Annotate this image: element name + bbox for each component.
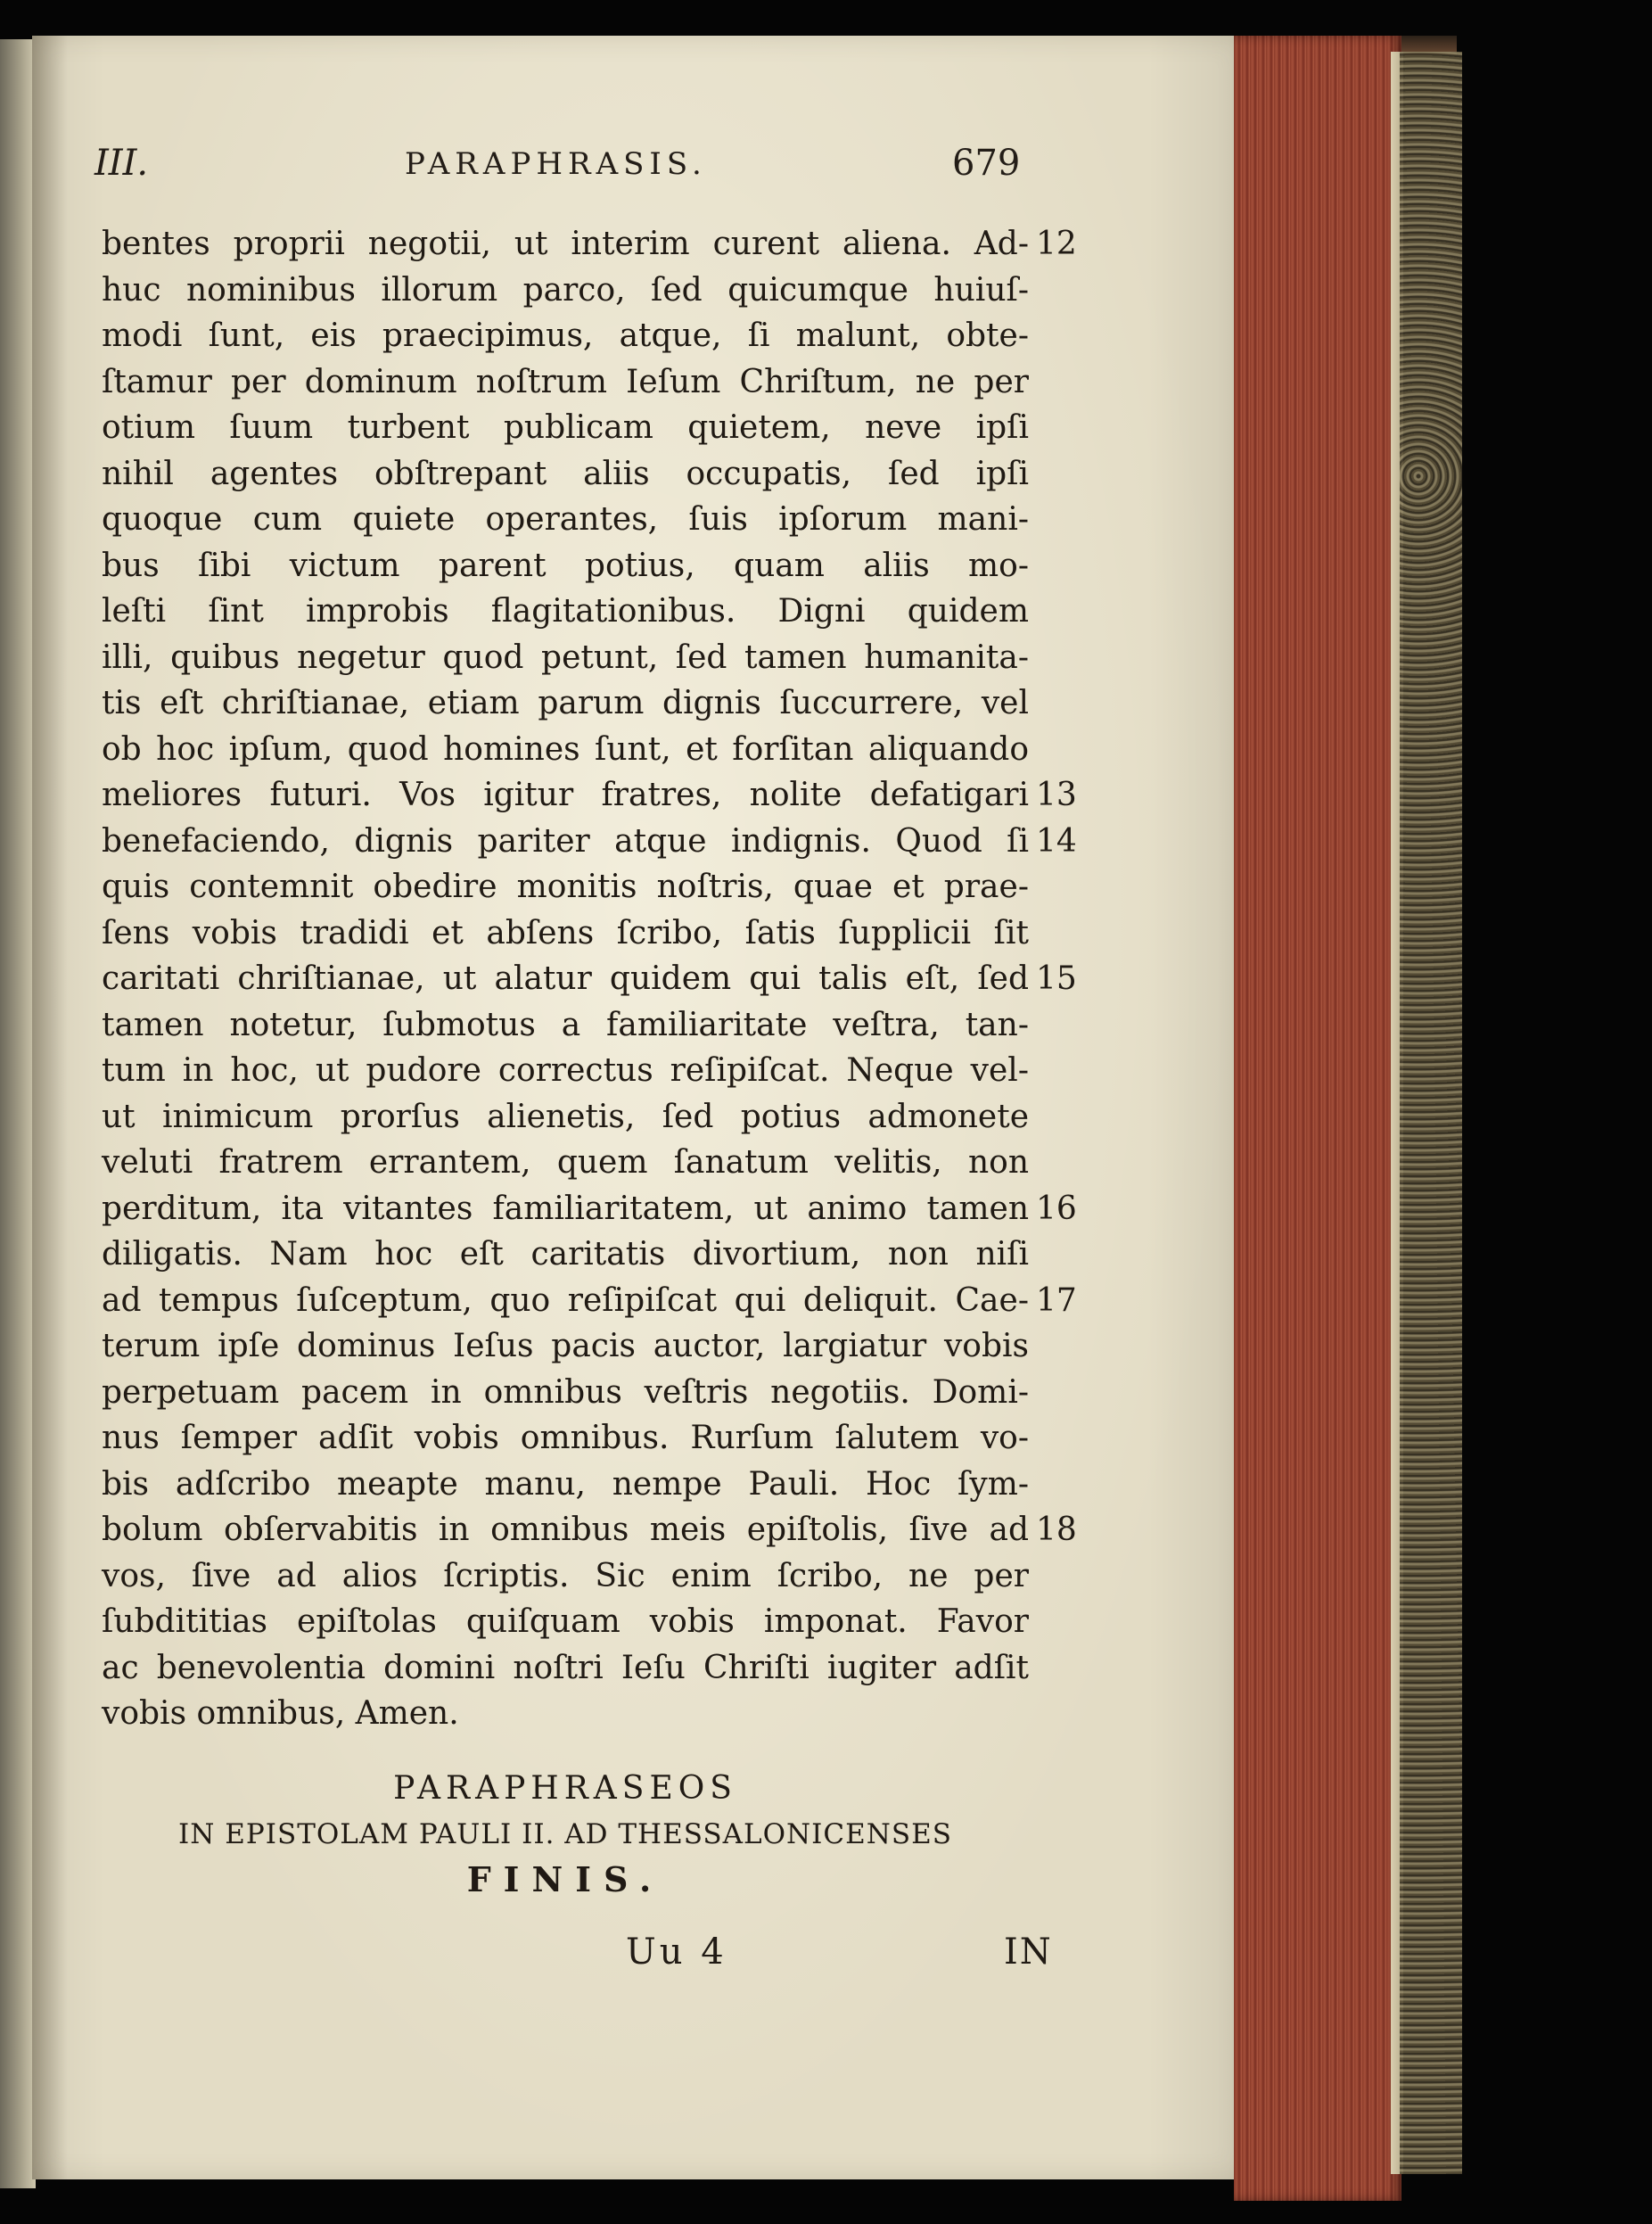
line-text: ac benevolentia domini noſtri Ieſu Chriſti iugiter adſit bbox=[102, 1649, 1029, 1686]
text-line bbox=[102, 1507, 1077, 1553]
line-text: tamen notetur, ſubmotus a familiaritate veſtra, tan- bbox=[102, 1006, 1029, 1043]
text-line bbox=[102, 1094, 1073, 1141]
text-line bbox=[102, 1231, 1073, 1278]
verse-number: 17 bbox=[1036, 1281, 1077, 1319]
text-line bbox=[102, 1323, 1073, 1370]
line-text: bis adſcribo meapte manu, nempe Pauli. Hoc ſym- bbox=[102, 1465, 1029, 1503]
text-line bbox=[102, 589, 1073, 635]
text-line bbox=[102, 1645, 1073, 1692]
gutter-shadow bbox=[32, 36, 68, 2179]
text-line bbox=[102, 864, 1073, 910]
text-line bbox=[102, 451, 1073, 498]
line-text: caritati chriſtianae, ut alatur quidem qui talis eſt, ſed bbox=[102, 960, 1029, 997]
text-line bbox=[102, 1462, 1073, 1508]
line-text: perditum, ita vitantes familiaritatem, ut animo tamen bbox=[102, 1190, 1029, 1227]
text-line bbox=[102, 1140, 1073, 1186]
running-head bbox=[95, 143, 1040, 196]
line-text: veluti fratrem errantem, quem ſanatum velitis, non bbox=[102, 1144, 1029, 1181]
running-title: PARAPHRASIS. bbox=[405, 146, 707, 182]
line-text: vos, ſive ad alios ſcriptis. Sic enim ſcribo, ne per bbox=[102, 1557, 1029, 1594]
line-text: meliores futuri. Vos igitur fratres, nolite defatigari bbox=[102, 777, 1029, 813]
line-text: leſti ſint improbis flagitationibus. Digni quidem bbox=[102, 593, 1029, 630]
line-text: terum ipſe dominus Ieſus pacis auctor, largiatur vobis bbox=[102, 1328, 1029, 1364]
line-text: ſens vobis tradidi et abſens ſcribo, ſatis ſupplicii ſit bbox=[102, 914, 1029, 951]
line-text: tis eſt chriſtianae, etiam parum dignis ſuccurrere, vel bbox=[102, 685, 1029, 721]
verse-number: 13 bbox=[1036, 777, 1077, 813]
text-line bbox=[102, 543, 1073, 589]
colophon bbox=[102, 1766, 1029, 1903]
line-text: tum in hoc, ut pudore correctus reſipiſcat. Neque vel- bbox=[102, 1052, 1029, 1089]
text-line bbox=[102, 956, 1077, 1002]
line-text: perpetuam pacem in omnibus veſtris negotiis. Domi- bbox=[102, 1373, 1029, 1411]
verse-number: 14 bbox=[1036, 822, 1077, 860]
line-text: modi ſunt, eis praecipimus, atque, ſi malunt, obte- bbox=[102, 317, 1029, 354]
line-text: illi, quibus negetur quod petunt, ſed tamen humanita- bbox=[102, 638, 1029, 676]
verse-number: 15 bbox=[1036, 960, 1077, 997]
text-line bbox=[102, 405, 1073, 451]
text-line bbox=[102, 635, 1073, 681]
text-line bbox=[102, 1599, 1073, 1645]
text-line bbox=[102, 497, 1073, 543]
line-text: ob hoc ipſum, quod homines ſunt, et forſitan aliquando bbox=[102, 730, 1029, 768]
marbled-cover-board bbox=[1400, 52, 1462, 2174]
body-text bbox=[102, 221, 1077, 1737]
line-text: huc nominibus illorum parco, ſed quicumque huiuſ- bbox=[102, 271, 1029, 309]
line-text: vobis omnibus, Amen. bbox=[102, 1695, 459, 1732]
line-text: diligatis. Nam hoc eſt caritatis divortium, non niſi bbox=[102, 1236, 1029, 1273]
page-number: 679 bbox=[952, 143, 1021, 184]
colophon-finis: FINIS. bbox=[466, 1859, 664, 1899]
colophon-title: PARAPHRASEOS bbox=[393, 1770, 737, 1807]
text-line bbox=[102, 772, 1077, 819]
text-line bbox=[102, 1186, 1077, 1232]
line-text: ut inimicum prorſus alienetis, ſed potius admonete bbox=[102, 1098, 1029, 1135]
line-text: bentes proprii negotii, ut interim curent aliena. Ad- bbox=[102, 226, 1029, 262]
text-line bbox=[102, 1002, 1073, 1049]
line-text: quoque cum quiete operantes, ſuis ipſorum mani- bbox=[102, 501, 1029, 538]
signature-mark: Uu 4 bbox=[626, 1932, 727, 1973]
verse-number: 18 bbox=[1036, 1511, 1077, 1548]
page-block-edges bbox=[1234, 36, 1401, 2201]
text-line bbox=[102, 1553, 1073, 1600]
text-line bbox=[102, 1370, 1073, 1416]
text-line bbox=[102, 268, 1073, 314]
line-text: benefaciendo, dignis pariter atque indignis. Quod ſi bbox=[102, 822, 1029, 860]
text-line bbox=[102, 1048, 1073, 1094]
page-footer bbox=[102, 1932, 1082, 1985]
catchword: IN bbox=[1004, 1932, 1053, 1973]
text-line bbox=[102, 680, 1073, 727]
line-text: otium ſuum turbent publicam quietem, neve ipſi bbox=[102, 409, 1029, 446]
line-text: quis contemnit obedire monitis noſtris, quae et prae- bbox=[102, 869, 1029, 905]
text-line bbox=[102, 1415, 1073, 1462]
text-line bbox=[102, 313, 1073, 359]
line-text: bus ſibi victum parent potius, quam aliis mo- bbox=[102, 547, 1029, 584]
verse-number: 12 bbox=[1036, 226, 1077, 262]
verse-number: 16 bbox=[1036, 1190, 1077, 1227]
text-line bbox=[102, 910, 1073, 957]
line-text: ſtamur per dominum noſtrum Ieſum Chriſtum, ne per bbox=[102, 363, 1029, 400]
text-line bbox=[102, 727, 1073, 773]
colophon-subtitle: IN EPISTOLAM PAULI II. AD THESSALONICENSES bbox=[178, 1818, 952, 1850]
text-line bbox=[102, 221, 1077, 268]
text-line bbox=[102, 819, 1077, 865]
line-text: ſubdititias epiſtolas quiſquam vobis imponat. Favor bbox=[102, 1603, 1029, 1640]
line-text: bolum obſervabitis in omnibus meis epiſtolis, ſive ad bbox=[102, 1511, 1029, 1548]
line-text: nihil agentes obſtrepant aliis occupatis, ſed ipſi bbox=[102, 455, 1029, 492]
section-number: III. bbox=[95, 143, 149, 184]
line-text: ad tempus ſuſceptum, quo reſipiſcat qui deliquit. Cae- bbox=[102, 1281, 1029, 1319]
line-text: nus ſemper adſit vobis omnibus. Rurſum ſalutem vo- bbox=[102, 1420, 1029, 1456]
facing-page-edge bbox=[0, 39, 36, 2188]
text-line bbox=[102, 1278, 1077, 1324]
text-line bbox=[102, 1691, 1073, 1737]
text-line bbox=[102, 359, 1073, 406]
